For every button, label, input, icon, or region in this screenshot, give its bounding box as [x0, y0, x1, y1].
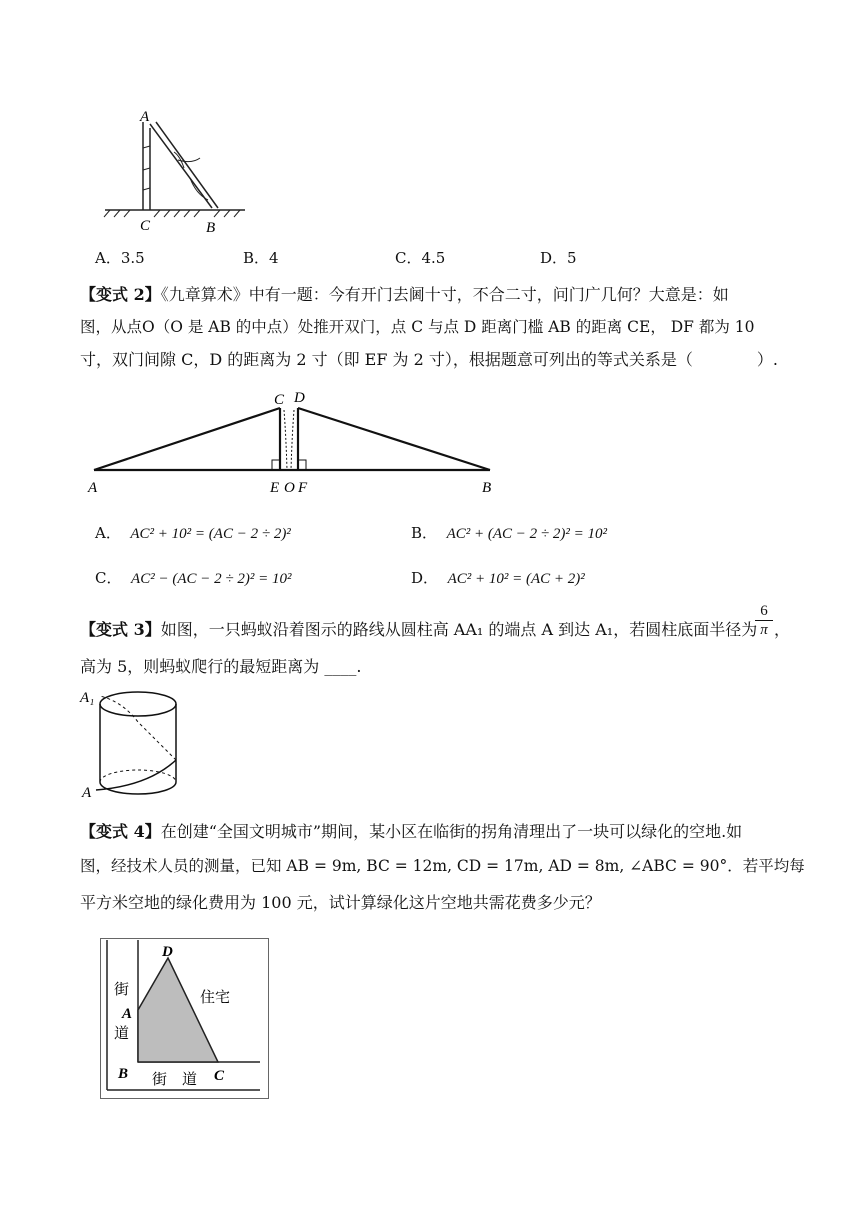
svg-text:道: 道 — [114, 1024, 130, 1042]
variant4-line1: 【变式 4】在创建“全国文明城市”期间，某小区在临街的拐角清理出了一块可以绿化的空地.如 — [80, 822, 743, 841]
svg-text:街 道: 街 道 — [152, 1070, 198, 1088]
svg-text:A: A — [82, 785, 92, 801]
svg-text:A: A — [122, 1006, 133, 1022]
svg-text:C: C — [274, 392, 285, 408]
svg-text:街: 街 — [114, 980, 130, 998]
variant2-line2: 图，从点O（O 是 AB 的中点）处推开双门，点 C 与点 D 距离门槛 AB 的距离 CE， DF 都为 10 — [80, 318, 755, 336]
variant2-line3: 寸，双门间隙 C，D 的距离为 2 寸（即 EF 为 2 寸），根据题意可列出的等式关系是（ ）. — [80, 350, 778, 369]
q1-option-d: D．5 — [540, 249, 577, 267]
q1-option-b: B．4 — [243, 249, 279, 267]
variant2-option-b: B． AC² + (AC − 2 ÷ 2)² = 10² — [411, 524, 607, 542]
radius-fraction: 6 π — [755, 602, 773, 639]
variant4-line3: 平方米空地的绿化费用为 100 元，试计算绿化这片空地共需花费多少元？ — [80, 893, 601, 912]
svg-text:O: O — [284, 480, 295, 496]
figure-4-plot — [100, 938, 270, 1100]
variant2-option-a: A． AC² + 10² = (AC − 2 ÷ 2)² — [95, 524, 291, 542]
svg-text:B: B — [482, 480, 492, 496]
svg-text:E: E — [270, 480, 280, 496]
label-a: A — [140, 109, 150, 125]
svg-text:A₁: A₁ — [80, 690, 95, 706]
variant2-line1: 【变式 2】《九章算术》中有一题：今有开门去阃十寸，不合二寸，问门广几何？大意是：如 — [80, 285, 729, 304]
variant2-option-c: C． AC² − (AC − 2 ÷ 2)² = 10² — [95, 569, 292, 587]
variant3-line1: 【变式 3】如图，一只蚂蚁沿着图示的路线从圆柱高 AA₁ 的端点 A 到达 A₁，若圆柱底面半径为 — [80, 620, 758, 639]
svg-text:D: D — [294, 390, 305, 406]
figure-2-doors — [80, 386, 500, 496]
variant2-option-d: D． AC² + 10² = (AC + 2)² — [411, 569, 585, 587]
svg-text:F: F — [298, 480, 308, 496]
variant3-line2: 高为 5，则蚂蚁爬行的最短距离为 ____. — [80, 657, 362, 676]
q1-option-a: A．3.5 — [95, 249, 145, 267]
label-b: B — [206, 220, 216, 236]
svg-text:B: B — [118, 1066, 129, 1082]
svg-text:A: A — [88, 480, 98, 496]
variant4-line2: 图，经技术人员的测量，已知 AB = 9m, BC = 12m, CD = 17m, AD = 8m, ∠ABC = 90°．若平均每 — [80, 857, 805, 875]
variant3-comma: ， — [774, 620, 791, 639]
svg-text:D: D — [162, 944, 173, 960]
label-c: C — [140, 218, 151, 234]
q1-option-c: C．4.5 — [395, 249, 446, 267]
figure-1-pole — [100, 108, 250, 236]
figure-3-cylinder — [78, 682, 186, 804]
svg-text:住宅: 住宅 — [200, 988, 231, 1006]
svg-text:C: C — [214, 1068, 225, 1084]
